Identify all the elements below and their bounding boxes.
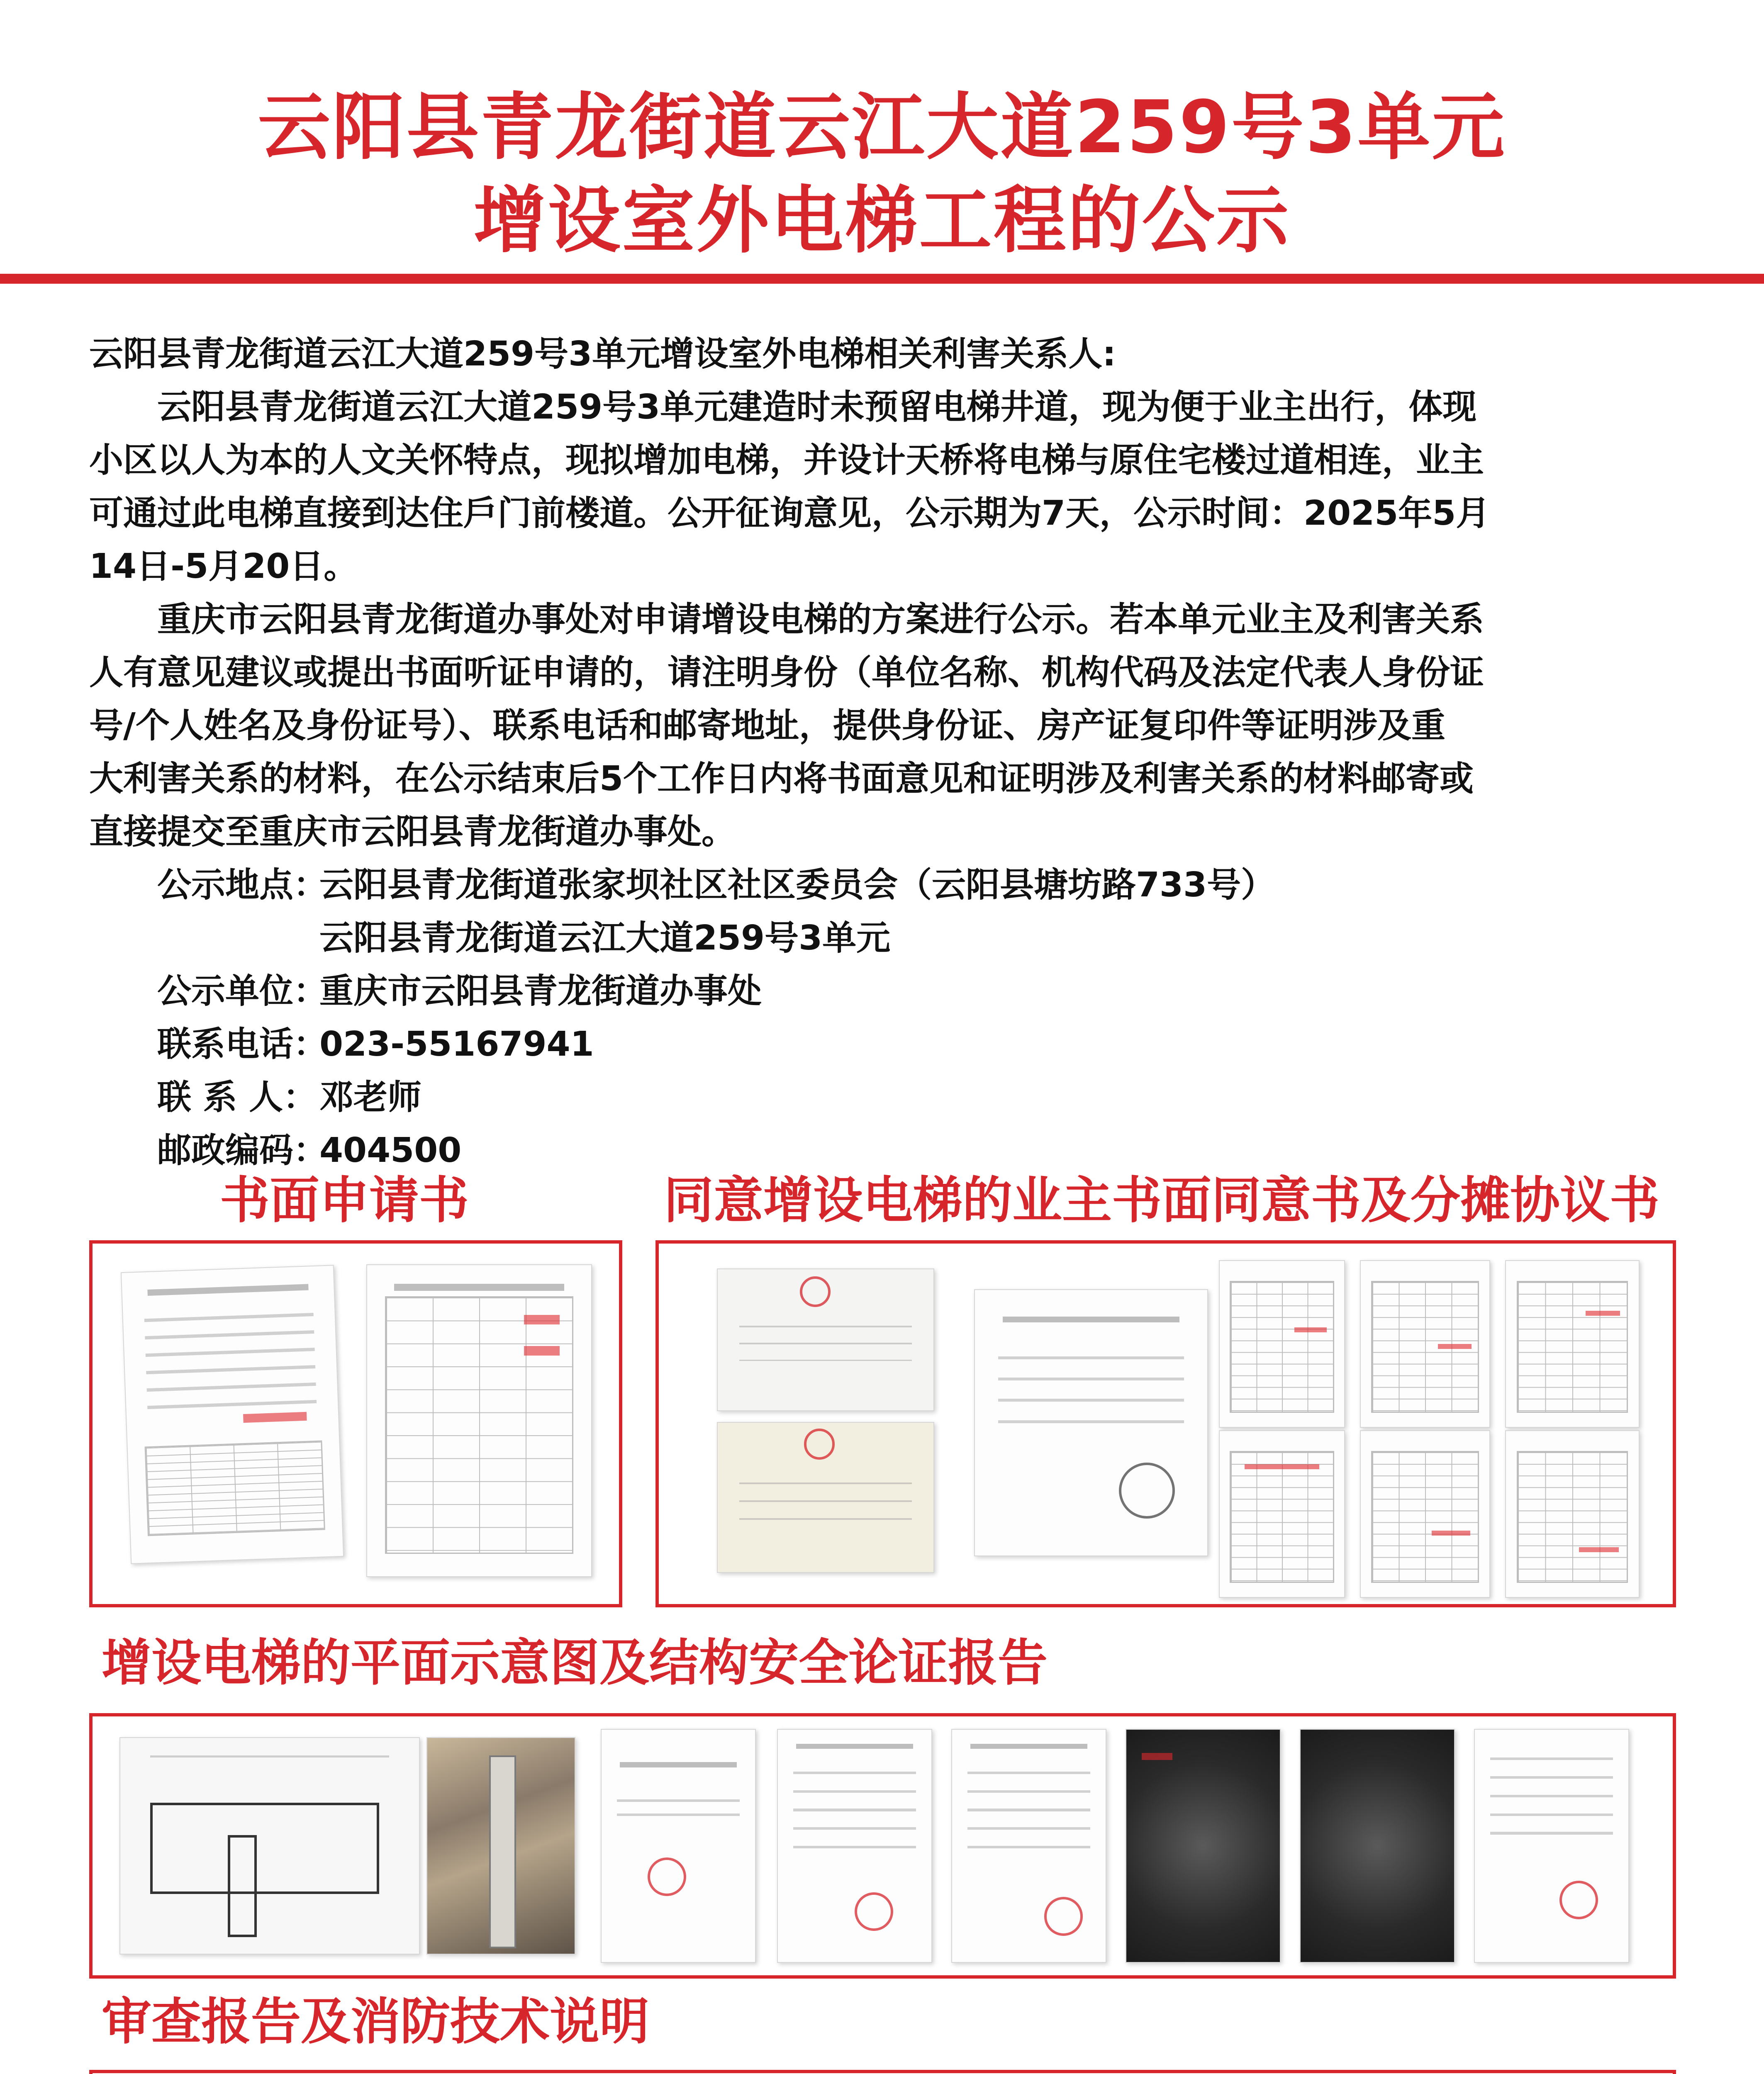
- building-photo-image: [426, 1737, 575, 1955]
- info-unit-row: [89, 965, 1691, 1018]
- section-heading-written-application: 书面申请书: [220, 1172, 469, 1229]
- info-phone-row: [89, 1018, 1691, 1071]
- consent-form-image-2: [1360, 1260, 1490, 1428]
- cost-sharing-agreement-image-2: [1360, 1430, 1490, 1598]
- notice-paragraph-2-line-3: 号/个人姓名及身份证号）、联系电话和邮寄地址，提供身份证、房产证复印件等证明涉及重: [89, 706, 1445, 745]
- unit-label: 公示单位：: [157, 971, 328, 1011]
- safety-report-page-4: [1474, 1729, 1629, 1963]
- phone-value: 023-55167941: [319, 1025, 594, 1064]
- owner-consent-gallery: [655, 1240, 1676, 1607]
- review-and-fire-gallery: [89, 2070, 1676, 2074]
- applicant-list-image: [366, 1264, 592, 1577]
- location-value-1: 云阳县青龙街道张家坝社区社区委员会（云阳县塘坊路733号）: [319, 865, 1275, 905]
- cost-sharing-agreement-image-3: [1505, 1430, 1640, 1598]
- safety-report-page-3: [951, 1729, 1106, 1963]
- written-application-gallery: [89, 1240, 622, 1607]
- notice-addressee: 云阳县青龙街道云江大道259号3单元增设室外电梯相关利害关系人:: [89, 334, 1116, 374]
- site-photo-image: [1126, 1729, 1281, 1963]
- section-heading-review-and-fire: 审查报告及消防技术说明: [102, 1993, 649, 2051]
- plan-and-safety-gallery: [89, 1713, 1676, 1979]
- info-postcode-row: [89, 1124, 1691, 1177]
- business-license-image: [717, 1422, 934, 1573]
- location-label: 公示地点：: [157, 865, 328, 905]
- info-location-row-2: [89, 912, 1691, 965]
- info-contact-row: [89, 1071, 1691, 1124]
- notice-paragraph-1-line-4: 14日-5月20日。: [89, 547, 358, 586]
- qualification-certificate-image: [974, 1289, 1208, 1556]
- notice-paragraph-1-line-1: 云阳县青龙街道云江大道259号3单元建造时未预留电梯井道，现为便于业主出行，体现: [157, 387, 1477, 427]
- notice-paragraph-1-line-2: 小区以人为本的人文关怀特点，现拟增加电梯，并设计天桥将电梯与原住宅楼过道相连，业主: [89, 441, 1484, 480]
- section-heading-owner-consent: 同意增设电梯的业主书面同意书及分摊协议书: [664, 1172, 1659, 1229]
- contact-value: 邓老师: [319, 1078, 422, 1117]
- safety-report-page-1: [601, 1729, 756, 1963]
- info-location-row: [89, 859, 1691, 912]
- contact-label: 联 系 人：: [157, 1078, 317, 1117]
- postcode-value: 404500: [319, 1131, 462, 1170]
- certificate-image: [717, 1268, 934, 1411]
- consent-form-image-1: [1219, 1260, 1345, 1428]
- notice-paragraph-2-line-2: 人有意见建议或提出书面听证申请的，请注明身份（单位名称、机构代码及法定代表人身份证: [89, 653, 1484, 692]
- postcode-label: 邮政编码：: [157, 1131, 328, 1170]
- notice-paragraph-1-line-3: 可通过此电梯直接到达住戶门前楼道。公开征询意见，公示期为7天，公示时间：2025年5月: [89, 494, 1490, 533]
- location-value-2: 云阳县青龙街道云江大道259号3单元: [319, 918, 891, 958]
- notice-body: [89, 328, 1691, 1177]
- unit-value: 重庆市云阳县青龙街道办事处: [319, 971, 762, 1011]
- page-title-line-2: 增设室外电梯工程的公示: [473, 179, 1291, 263]
- page-title-line-1: 云阳县青龙街道云江大道259号3单元: [258, 85, 1506, 170]
- application-form-image: [121, 1265, 344, 1564]
- section-heading-plan-and-safety: 增设电梯的平面示意图及结构安全论证报告: [102, 1634, 1048, 1692]
- notice-paragraph-2-line-1: 重庆市云阳县青龙街道办事处对申请增设电梯的方案进行公示。若本单元业主及利害关系: [157, 600, 1484, 639]
- notice-paragraph-2-line-4: 大利害关系的材料，在公示结束后5个工作日内将书面意见和证明涉及利害关系的材料邮寄或: [89, 759, 1474, 798]
- floor-plan-image: [119, 1737, 420, 1955]
- safety-report-page-2: [777, 1729, 932, 1963]
- consent-form-image-3: [1505, 1260, 1640, 1428]
- notice-paragraph-2-line-5: 直接提交至重庆市云阳县青龙街道办事处。: [89, 812, 736, 852]
- structure-photo-image: [1300, 1729, 1455, 1963]
- phone-label: 联系电话：: [157, 1025, 328, 1064]
- cost-sharing-agreement-image-1: [1219, 1430, 1345, 1598]
